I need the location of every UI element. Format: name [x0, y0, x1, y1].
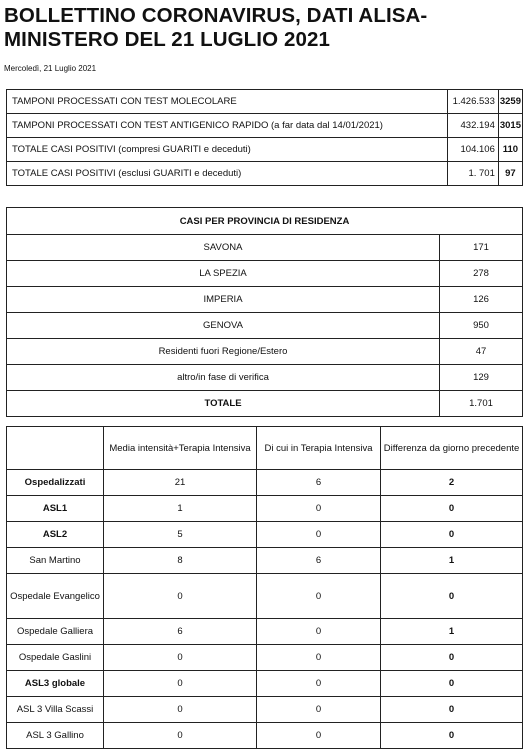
- table-row: [7, 235, 523, 261]
- ti-value: 0: [257, 496, 381, 522]
- diff-value: 1: [381, 548, 523, 574]
- row-value: 1.426.533: [447, 90, 498, 114]
- table-row: [7, 671, 523, 697]
- diff-value: 2: [381, 470, 523, 496]
- table-row: [7, 574, 523, 619]
- media-value: 0: [104, 574, 257, 619]
- row-label: ASL1: [7, 496, 104, 522]
- column-header-empty: [7, 427, 104, 470]
- diff-value: 0: [381, 671, 523, 697]
- table-header-row: [7, 208, 523, 235]
- row-label: ASL 3 Gallino: [7, 723, 104, 749]
- province-name: LA SPEZIA: [7, 261, 440, 287]
- table-row: [7, 138, 523, 162]
- row-label: Ospedale Gaslini: [7, 645, 104, 671]
- province-value: 126: [440, 287, 523, 313]
- province-table: [6, 207, 523, 417]
- province-value: 47: [440, 339, 523, 365]
- row-label: Ospedalizzati: [7, 470, 104, 496]
- row-value: 104.106: [447, 138, 498, 162]
- page-title: BOLLETTINO CORONAVIRUS, DATI ALISA-MINISTERO DEL 21 LUGLIO 2021: [4, 4, 428, 51]
- publication-date: Mercoledì, 21 Luglio 2021: [4, 64, 97, 73]
- table-row: [7, 522, 523, 548]
- media-value: 0: [104, 671, 257, 697]
- row-value: 432.194: [447, 114, 498, 138]
- row-label: Ospedale Galliera: [7, 619, 104, 645]
- row-delta: 97: [498, 162, 522, 186]
- row-label: TOTALE CASI POSITIVI (esclusi GUARITI e deceduti): [7, 162, 448, 186]
- total-value: 1.701: [440, 391, 523, 417]
- column-header-terapia: Di cui in Terapia Intensiva: [257, 427, 381, 470]
- table-row: [7, 339, 523, 365]
- row-label: TOTALE CASI POSITIVI (compresi GUARITI e deceduti): [7, 138, 448, 162]
- table-row: [7, 723, 523, 749]
- total-row: [7, 391, 523, 417]
- row-label: Ospedale Evangelico: [7, 574, 104, 619]
- ti-value: 6: [257, 470, 381, 496]
- row-label: TAMPONI PROCESSATI CON TEST MOLECOLARE: [7, 90, 448, 114]
- province-value: 171: [440, 235, 523, 261]
- ti-value: 0: [257, 522, 381, 548]
- row-value: 1. 701: [447, 162, 498, 186]
- diff-value: 0: [381, 522, 523, 548]
- total-label: TOTALE: [7, 391, 440, 417]
- province-name: GENOVA: [7, 313, 440, 339]
- row-delta: 3015: [498, 114, 522, 138]
- media-value: 6: [104, 619, 257, 645]
- row-label: ASL 3 Villa Scassi: [7, 697, 104, 723]
- ti-value: 0: [257, 619, 381, 645]
- row-label: ASL2: [7, 522, 104, 548]
- media-value: 8: [104, 548, 257, 574]
- table-row: [7, 470, 523, 496]
- row-delta: 3259: [498, 90, 522, 114]
- media-value: 5: [104, 522, 257, 548]
- table-row: [7, 697, 523, 723]
- ti-value: 0: [257, 723, 381, 749]
- table-row: [7, 90, 523, 114]
- diff-value: 0: [381, 574, 523, 619]
- table-header-row: [7, 427, 523, 470]
- tamponi-table: [6, 89, 523, 186]
- table-row: [7, 619, 523, 645]
- column-header-media: Media intensità+Terapia Intensiva: [104, 427, 257, 470]
- province-name: Residenti fuori Regione/Estero: [7, 339, 440, 365]
- row-delta: 110: [498, 138, 522, 162]
- ti-value: 0: [257, 671, 381, 697]
- table-row: [7, 162, 523, 186]
- diff-value: 0: [381, 645, 523, 671]
- row-label: ASL3 globale: [7, 671, 104, 697]
- table-row: [7, 365, 523, 391]
- province-name: IMPERIA: [7, 287, 440, 313]
- row-label: San Martino: [7, 548, 104, 574]
- column-header-differenza: Differenza da giorno precedente: [381, 427, 523, 470]
- table-row: [7, 313, 523, 339]
- province-header: CASI PER PROVINCIA DI RESIDENZA: [7, 208, 523, 235]
- diff-value: 0: [381, 697, 523, 723]
- table-row: [7, 548, 523, 574]
- media-value: 0: [104, 723, 257, 749]
- table-row: [7, 114, 523, 138]
- province-value: 129: [440, 365, 523, 391]
- media-value: 1: [104, 496, 257, 522]
- media-value: 21: [104, 470, 257, 496]
- row-label: TAMPONI PROCESSATI CON TEST ANTIGENICO RAPIDO (a far data dal 14/01/2021): [7, 114, 448, 138]
- media-value: 0: [104, 645, 257, 671]
- table-row: [7, 261, 523, 287]
- table-row: [7, 645, 523, 671]
- diff-value: 0: [381, 496, 523, 522]
- province-value: 278: [440, 261, 523, 287]
- hospital-table: [6, 426, 523, 749]
- ti-value: 6: [257, 548, 381, 574]
- province-name: altro/in fase di verifica: [7, 365, 440, 391]
- table-row: [7, 287, 523, 313]
- ti-value: 0: [257, 645, 381, 671]
- ti-value: 0: [257, 574, 381, 619]
- province-name: SAVONA: [7, 235, 440, 261]
- ti-value: 0: [257, 697, 381, 723]
- province-value: 950: [440, 313, 523, 339]
- diff-value: 1: [381, 619, 523, 645]
- diff-value: 0: [381, 723, 523, 749]
- table-row: [7, 496, 523, 522]
- media-value: 0: [104, 697, 257, 723]
